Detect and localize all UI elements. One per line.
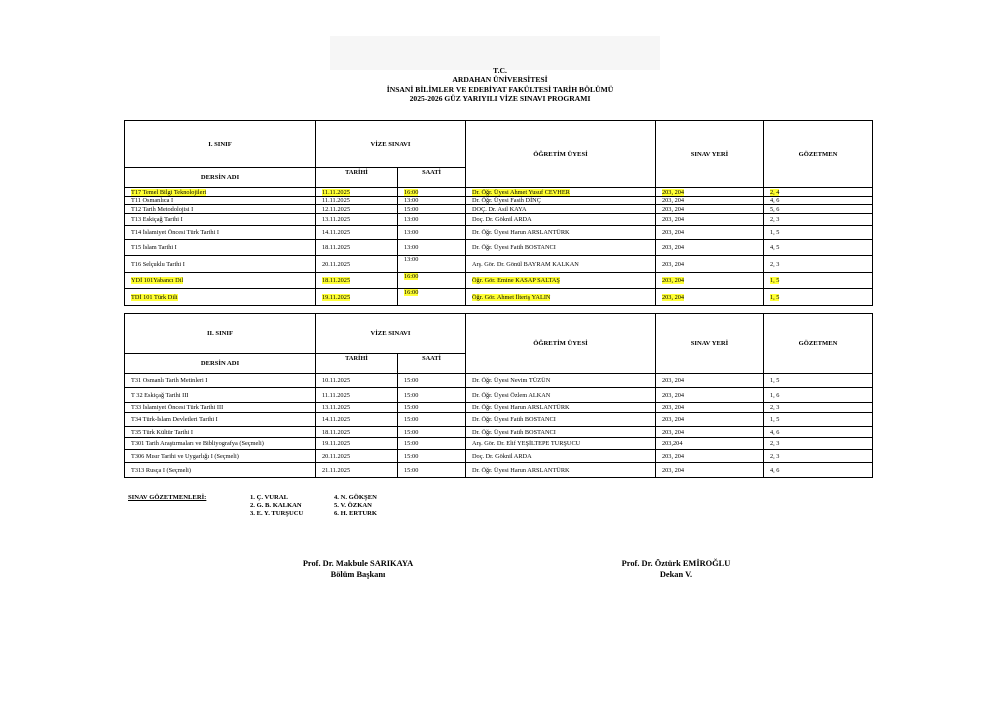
table-row: [125, 197, 873, 205]
table-row: [125, 214, 873, 226]
time-cell: [398, 188, 466, 197]
time-cell-text: 16:00: [404, 273, 419, 280]
room-cell-text: 203, 204: [662, 391, 685, 399]
course-cell-text: YDİ 101Yabancı Dil: [131, 277, 184, 284]
time-cell-text: 13:00: [404, 197, 419, 204]
room-cell: [656, 388, 764, 403]
instructor-cell-text: Arş. Gör. Dr. Elif YEŞİLTEPE TURŞUCU: [472, 440, 581, 447]
time-cell: [398, 226, 466, 240]
instructor-cell-text: Dr. Öğr. Üyesi Fatih BOSTANCI: [472, 416, 556, 423]
instructor-cell-text: Dr. Öğr. Üyesi Harun ARSLANTÜRK: [472, 229, 570, 236]
instructor-cell-text: Dr. Öğr. Üyesi Fatih BOSTANCI: [472, 244, 556, 251]
time-cell: [398, 388, 466, 403]
date-cell: [316, 403, 398, 413]
table-row: [125, 438, 873, 450]
room-cell-text: 203,204: [662, 440, 683, 447]
date-cell: [316, 388, 398, 403]
supervisor-cell: [764, 438, 873, 450]
instructor-cell-text: DOÇ. Dr. Asil KAYA: [472, 205, 527, 213]
instructor-cell-text: Doç. Dr. Göknil ARDA: [472, 216, 532, 223]
supervisor-cell: [764, 289, 873, 306]
date-cell: [316, 256, 398, 273]
time-cell: [398, 256, 466, 273]
time-cell: [398, 374, 466, 388]
class1-ogretim-header: ÖĞRETİM ÜYESİ: [466, 121, 656, 188]
time-cell: [398, 438, 466, 450]
instructor-cell: [466, 205, 656, 214]
date-cell-text: 14.11.2025: [322, 416, 351, 423]
supervisor-cell: [764, 205, 873, 214]
supervisor-cell: [764, 256, 873, 273]
table-row: [125, 388, 873, 403]
supervisor-cell-text: 1, 5: [770, 277, 780, 284]
course-cell: [125, 226, 316, 240]
supervisor-item: 3. E. Y. TURŞUCU: [250, 510, 304, 517]
course-cell: [125, 388, 316, 403]
supervisor-cell: [764, 197, 873, 205]
instructor-cell: [466, 438, 656, 450]
date-cell-text: 18.11.2025: [322, 428, 351, 436]
supervisor-item: 2. G. B. KALKAN: [250, 502, 302, 509]
course-cell-text: T13 Eskiçağ Tarihi I: [131, 216, 183, 223]
instructor-cell-text: Öğr. Gör. Ahmet İlteriş YALIN: [472, 293, 551, 301]
course-cell-text: T 32 Eskiçağ Tarihi III: [131, 391, 189, 399]
time-cell-text: 13:00: [404, 229, 419, 236]
room-cell-text: 203, 204: [662, 404, 685, 411]
course-cell-text: T35 Türk Kültür Tarihi I: [131, 428, 193, 436]
class2-saat-header: [398, 354, 466, 374]
faint-header-band: [330, 36, 660, 70]
supervisor-cell: [764, 240, 873, 256]
class1-tarih-header-text: TARİHİ: [345, 169, 368, 176]
supervisor-item: 4. N. GÖKŞEN: [334, 494, 377, 501]
table-row: [125, 463, 873, 478]
supervisor-cell: [764, 427, 873, 438]
header-line-tc: T.C.: [493, 66, 507, 75]
time-cell-text: 13:00: [404, 216, 419, 223]
class1-gozetmen-header: GÖZETMEN: [764, 121, 873, 188]
supervisor-cell-text: 2, 3: [770, 216, 780, 223]
instructor-cell-text: Arş. Gör. Dr. Gönül BAYRAM KALKAN: [472, 260, 579, 268]
time-cell: [398, 214, 466, 226]
course-cell-text: T33 İslamiyet Öncesi Türk Tarihi III: [131, 404, 224, 411]
supervisors-column-2: [334, 494, 377, 518]
supervisor-cell: [764, 188, 873, 197]
supervisor-cell: [764, 413, 873, 427]
supervisor-cell-text: 1, 5: [770, 416, 780, 423]
instructor-cell: [466, 214, 656, 226]
room-cell: [656, 463, 764, 478]
time-cell: [398, 463, 466, 478]
room-cell-text: 203, 204: [662, 277, 685, 284]
date-cell: [316, 188, 398, 197]
time-cell-text: 13:00: [404, 244, 419, 251]
header-line-faculty: İNSANİ BİLİMLER VE EDEBİYAT FAKÜLTESİ TARİH BÖLÜMÜ: [386, 84, 614, 94]
room-cell-text: 203, 204: [662, 244, 685, 251]
room-cell: [656, 205, 764, 214]
time-cell-text: 15:00: [404, 466, 419, 474]
course-cell-text: T313 Rusça I (Seçmeli): [131, 466, 191, 474]
supervisor-item: 6. H. ERTURK: [334, 510, 377, 517]
instructor-cell: [466, 413, 656, 427]
date-cell-text: 20.11.2025: [322, 260, 351, 268]
supervisor-cell-text: 4, 5: [770, 244, 780, 251]
instructor-cell-text: Dr. Öğr. Üyesi Fatih BOSTANCI: [472, 428, 556, 436]
time-cell-text: 15:00: [404, 452, 419, 460]
time-cell: [398, 240, 466, 256]
room-cell: [656, 450, 764, 463]
course-cell: [125, 450, 316, 463]
class2-saat-header-text: SAATİ: [422, 355, 441, 362]
supervisor-cell-text: 4, 6: [770, 197, 780, 204]
course-cell: [125, 273, 316, 289]
supervisor-cell-text: 5, 6: [770, 205, 780, 213]
table-row: [125, 427, 873, 438]
table-row: [125, 374, 873, 388]
supervisor-cell: [764, 403, 873, 413]
course-cell: [125, 374, 316, 388]
instructor-cell: [466, 403, 656, 413]
time-cell-text: 15:00: [404, 428, 419, 436]
time-cell-text: 15:00: [404, 440, 419, 447]
class1-saat-header-text: SAATİ: [422, 169, 441, 176]
date-cell-text: 21.11.2025: [322, 466, 351, 474]
table-row: [125, 188, 873, 197]
time-cell-text: 15:00: [404, 377, 419, 384]
course-cell: [125, 188, 316, 197]
date-cell: [316, 273, 398, 289]
course-cell-text: T301 Tarih Araştırmaları ve Bibliyografya (Seçmeli): [131, 440, 264, 447]
time-cell: [398, 450, 466, 463]
room-cell: [656, 427, 764, 438]
date-cell-text: 10.11.2025: [322, 377, 351, 384]
table-row: [125, 256, 873, 273]
room-cell-text: 203, 204: [662, 188, 685, 196]
supervisor-cell-text: 1, 5: [770, 293, 780, 301]
instructor-cell-text: Dr. Öğr. Üyesi Özlem ALKAN: [472, 391, 551, 399]
instructor-cell-text: Dr. Öğr. Üyesi Fasih DİNÇ: [472, 197, 541, 204]
room-cell: [656, 256, 764, 273]
instructor-cell-text: Dr. Öğr. Üyesi Nevim TÜZÜN: [472, 377, 551, 384]
time-cell-text: 13:00: [404, 256, 419, 263]
course-cell: [125, 197, 316, 205]
supervisor-cell-text: 4, 6: [770, 466, 780, 474]
date-cell-text: 12.11.2025: [322, 205, 351, 213]
date-cell-text: 19.11.2025: [322, 293, 351, 301]
date-cell: [316, 226, 398, 240]
room-cell-text: 203, 204: [662, 229, 685, 236]
supervisor-item: 5. V. ÖZKAN: [334, 502, 372, 509]
date-cell-text: 11.11.2025: [322, 188, 350, 196]
supervisor-cell-text: 2, 3: [770, 404, 780, 411]
instructor-cell-text: Doç. Dr. Göknil ARDA: [472, 452, 532, 460]
room-cell-text: 203, 204: [662, 260, 685, 268]
class2-ders-header: DERSİN ADI: [125, 354, 316, 374]
time-cell: [398, 403, 466, 413]
instructor-cell: [466, 374, 656, 388]
time-cell-text: 16:00: [404, 188, 419, 196]
instructor-cell: [466, 273, 656, 289]
room-cell: [656, 197, 764, 205]
room-cell: [656, 438, 764, 450]
class1-vize-header: VİZE SINAVI: [316, 121, 466, 168]
supervisor-cell-text: 1, 5: [770, 229, 780, 236]
date-cell-text: 11.11.2025: [322, 197, 350, 204]
supervisor-cell-text: 2, 4: [770, 188, 780, 196]
time-cell: [398, 273, 466, 289]
room-cell: [656, 289, 764, 306]
supervisor-cell: [764, 463, 873, 478]
room-cell: [656, 188, 764, 197]
supervisor-cell-text: 2, 3: [770, 452, 780, 460]
course-cell: [125, 438, 316, 450]
time-cell-text: 16:00: [404, 289, 419, 296]
date-cell: [316, 205, 398, 214]
supervisor-cell-text: 1, 6: [770, 391, 780, 399]
time-cell-text: 15:00: [404, 391, 419, 399]
time-cell-text: 15:00: [404, 416, 419, 423]
course-cell-text: T16 Selçuklu Tarihi I: [131, 260, 185, 268]
room-cell: [656, 413, 764, 427]
class2-exam-table: [124, 313, 873, 478]
header-line-university: ARDAHAN ÜNİVERSİTESİ: [452, 75, 548, 85]
date-cell-text: 11.11.2025: [322, 391, 350, 399]
date-cell-text: 20.11.2025: [322, 452, 351, 460]
instructor-cell: [466, 450, 656, 463]
room-cell: [656, 240, 764, 256]
time-cell-text: 15:00: [404, 205, 419, 213]
class2-gozetmen-header: GÖZETMEN: [764, 314, 873, 374]
instructor-cell-text: Öğr. Gör. Emine KASAP SALTAŞ: [472, 277, 560, 284]
instructor-cell: [466, 226, 656, 240]
course-cell-text: T306 Mısır Tarihi ve Uygarlığı I (Seçmeli): [131, 452, 239, 460]
table-row: [125, 403, 873, 413]
signature-left-name: Prof. Dr. Makbule SARIKAYA: [302, 559, 414, 568]
room-cell: [656, 374, 764, 388]
header-line-program: 2025-2026 GÜZ YARIYILI VİZE SINAVI PROGRAMI: [409, 94, 591, 104]
course-cell: [125, 205, 316, 214]
room-cell: [656, 226, 764, 240]
time-cell: [398, 205, 466, 214]
date-cell: [316, 214, 398, 226]
date-cell-text: 18.11.2025: [322, 244, 351, 251]
date-cell-text: 19.11.2025: [322, 440, 351, 447]
time-cell: [398, 427, 466, 438]
supervisor-cell-text: 2, 3: [770, 440, 780, 447]
room-cell-text: 203, 204: [662, 416, 685, 423]
room-cell-text: 203, 204: [662, 205, 685, 213]
instructor-cell: [466, 289, 656, 306]
room-cell-text: 203, 204: [662, 216, 685, 223]
supervisor-cell: [764, 374, 873, 388]
date-cell: [316, 413, 398, 427]
course-cell: [125, 214, 316, 226]
course-cell: [125, 256, 316, 273]
supervisor-cell-text: 1, 5: [770, 377, 780, 384]
instructor-cell-text: Dr. Öğr. Üyesi Ahmet Yusuf CEVHER: [472, 188, 570, 196]
class1-yer-header: SINAV YERİ: [656, 121, 764, 188]
course-cell-text: T17 Temel Bilgi Teknolojileri: [131, 188, 207, 196]
table-row: [125, 240, 873, 256]
instructor-cell-text: Dr. Öğr. Üyesi Harun ARSLANTÜRK: [472, 404, 570, 411]
class1-exam-table: [124, 120, 873, 306]
instructor-cell: [466, 197, 656, 205]
date-cell-text: 13.11.2025: [322, 404, 351, 411]
room-cell-text: 203, 204: [662, 466, 685, 474]
room-cell-text: 203, 204: [662, 197, 685, 204]
instructor-cell: [466, 240, 656, 256]
signature-right-name: Prof. Dr. Öztürk EMİROĞLU: [621, 559, 731, 568]
supervisor-item: 1. Ç. VURAL: [250, 494, 288, 501]
course-cell: [125, 463, 316, 478]
course-cell: [125, 240, 316, 256]
instructor-cell: [466, 256, 656, 273]
class1-ders-header: DERSİN ADI: [125, 168, 316, 188]
instructor-cell: [466, 188, 656, 197]
date-cell: [316, 289, 398, 306]
signature-left-title: Bölüm Başkanı: [330, 570, 386, 579]
table-row: [125, 273, 873, 289]
room-cell: [656, 403, 764, 413]
room-cell-text: 203, 204: [662, 452, 685, 460]
room-cell: [656, 273, 764, 289]
supervisor-cell: [764, 388, 873, 403]
course-cell: [125, 413, 316, 427]
instructor-cell: [466, 463, 656, 478]
date-cell: [316, 438, 398, 450]
document-header: [0, 66, 1000, 104]
class1-saat-header: [398, 168, 466, 188]
instructor-cell: [466, 388, 656, 403]
room-cell-text: 203, 204: [662, 428, 685, 436]
date-cell: [316, 450, 398, 463]
course-cell: [125, 289, 316, 306]
room-cell: [656, 214, 764, 226]
time-cell-text: 15:00: [404, 404, 419, 411]
date-cell: [316, 197, 398, 205]
table-row: [125, 205, 873, 214]
date-cell: [316, 374, 398, 388]
supervisor-cell-text: 2, 3: [770, 260, 780, 268]
room-cell-text: 203, 204: [662, 377, 685, 384]
class2-yer-header: SINAV YERİ: [656, 314, 764, 374]
table-row: [125, 289, 873, 306]
date-cell: [316, 240, 398, 256]
class2-ogretim-header: ÖĞRETİM ÜYESİ: [466, 314, 656, 374]
time-cell: [398, 197, 466, 205]
course-cell-text: T15 İslam Tarihi I: [131, 244, 177, 251]
course-cell-text: T12 Tarih Metodolojisi I: [131, 205, 194, 213]
signature-dean: [596, 558, 756, 580]
class2-tarih-header-text: TARİHİ: [345, 355, 368, 362]
supervisor-cell: [764, 214, 873, 226]
table-row: [125, 226, 873, 240]
table-row: [125, 413, 873, 427]
supervisor-cell: [764, 273, 873, 289]
supervisors-title: SINAV GÖZETMENLERİ:: [128, 494, 207, 501]
table-row: [125, 450, 873, 463]
time-cell: [398, 289, 466, 306]
course-cell-text: T14 İslamiyet Öncesi Türk Tarihi I: [131, 229, 219, 236]
course-cell-text: T11 Osmanlıca I: [131, 197, 174, 204]
class2-tarih-header: [316, 354, 398, 374]
date-cell-text: 14.11.2025: [322, 229, 351, 236]
signature-right-title: Dekan V.: [659, 570, 693, 579]
class1-title: I. SINIF: [125, 121, 316, 168]
course-cell-text: T31 Osmanlı Tarih Metinleri I: [131, 377, 208, 384]
supervisor-cell-text: 4, 6: [770, 428, 780, 436]
date-cell: [316, 463, 398, 478]
course-cell: [125, 427, 316, 438]
signature-department-head: [278, 558, 438, 580]
class1-tarih-header: [316, 168, 398, 188]
date-cell-text: 13.11.2025: [322, 216, 351, 223]
course-cell: [125, 403, 316, 413]
room-cell-text: 203, 204: [662, 293, 685, 301]
course-cell-text: TDİ 101 Türk Dili: [131, 293, 178, 301]
time-cell: [398, 413, 466, 427]
supervisor-cell: [764, 450, 873, 463]
instructor-cell: [466, 427, 656, 438]
instructor-cell-text: Dr. Öğr. Üyesi Harun ARSLANTÜRK: [472, 466, 570, 474]
date-cell: [316, 427, 398, 438]
course-cell-text: T34 Türk-İslam Devletleri Tarihi I: [131, 416, 218, 423]
supervisors-column-1: [250, 494, 303, 518]
class2-vize-header: VİZE SINAVI: [316, 314, 466, 354]
date-cell-text: 18.11.2025: [322, 277, 351, 284]
class2-title: II. SINIF: [125, 314, 316, 354]
supervisor-cell: [764, 226, 873, 240]
